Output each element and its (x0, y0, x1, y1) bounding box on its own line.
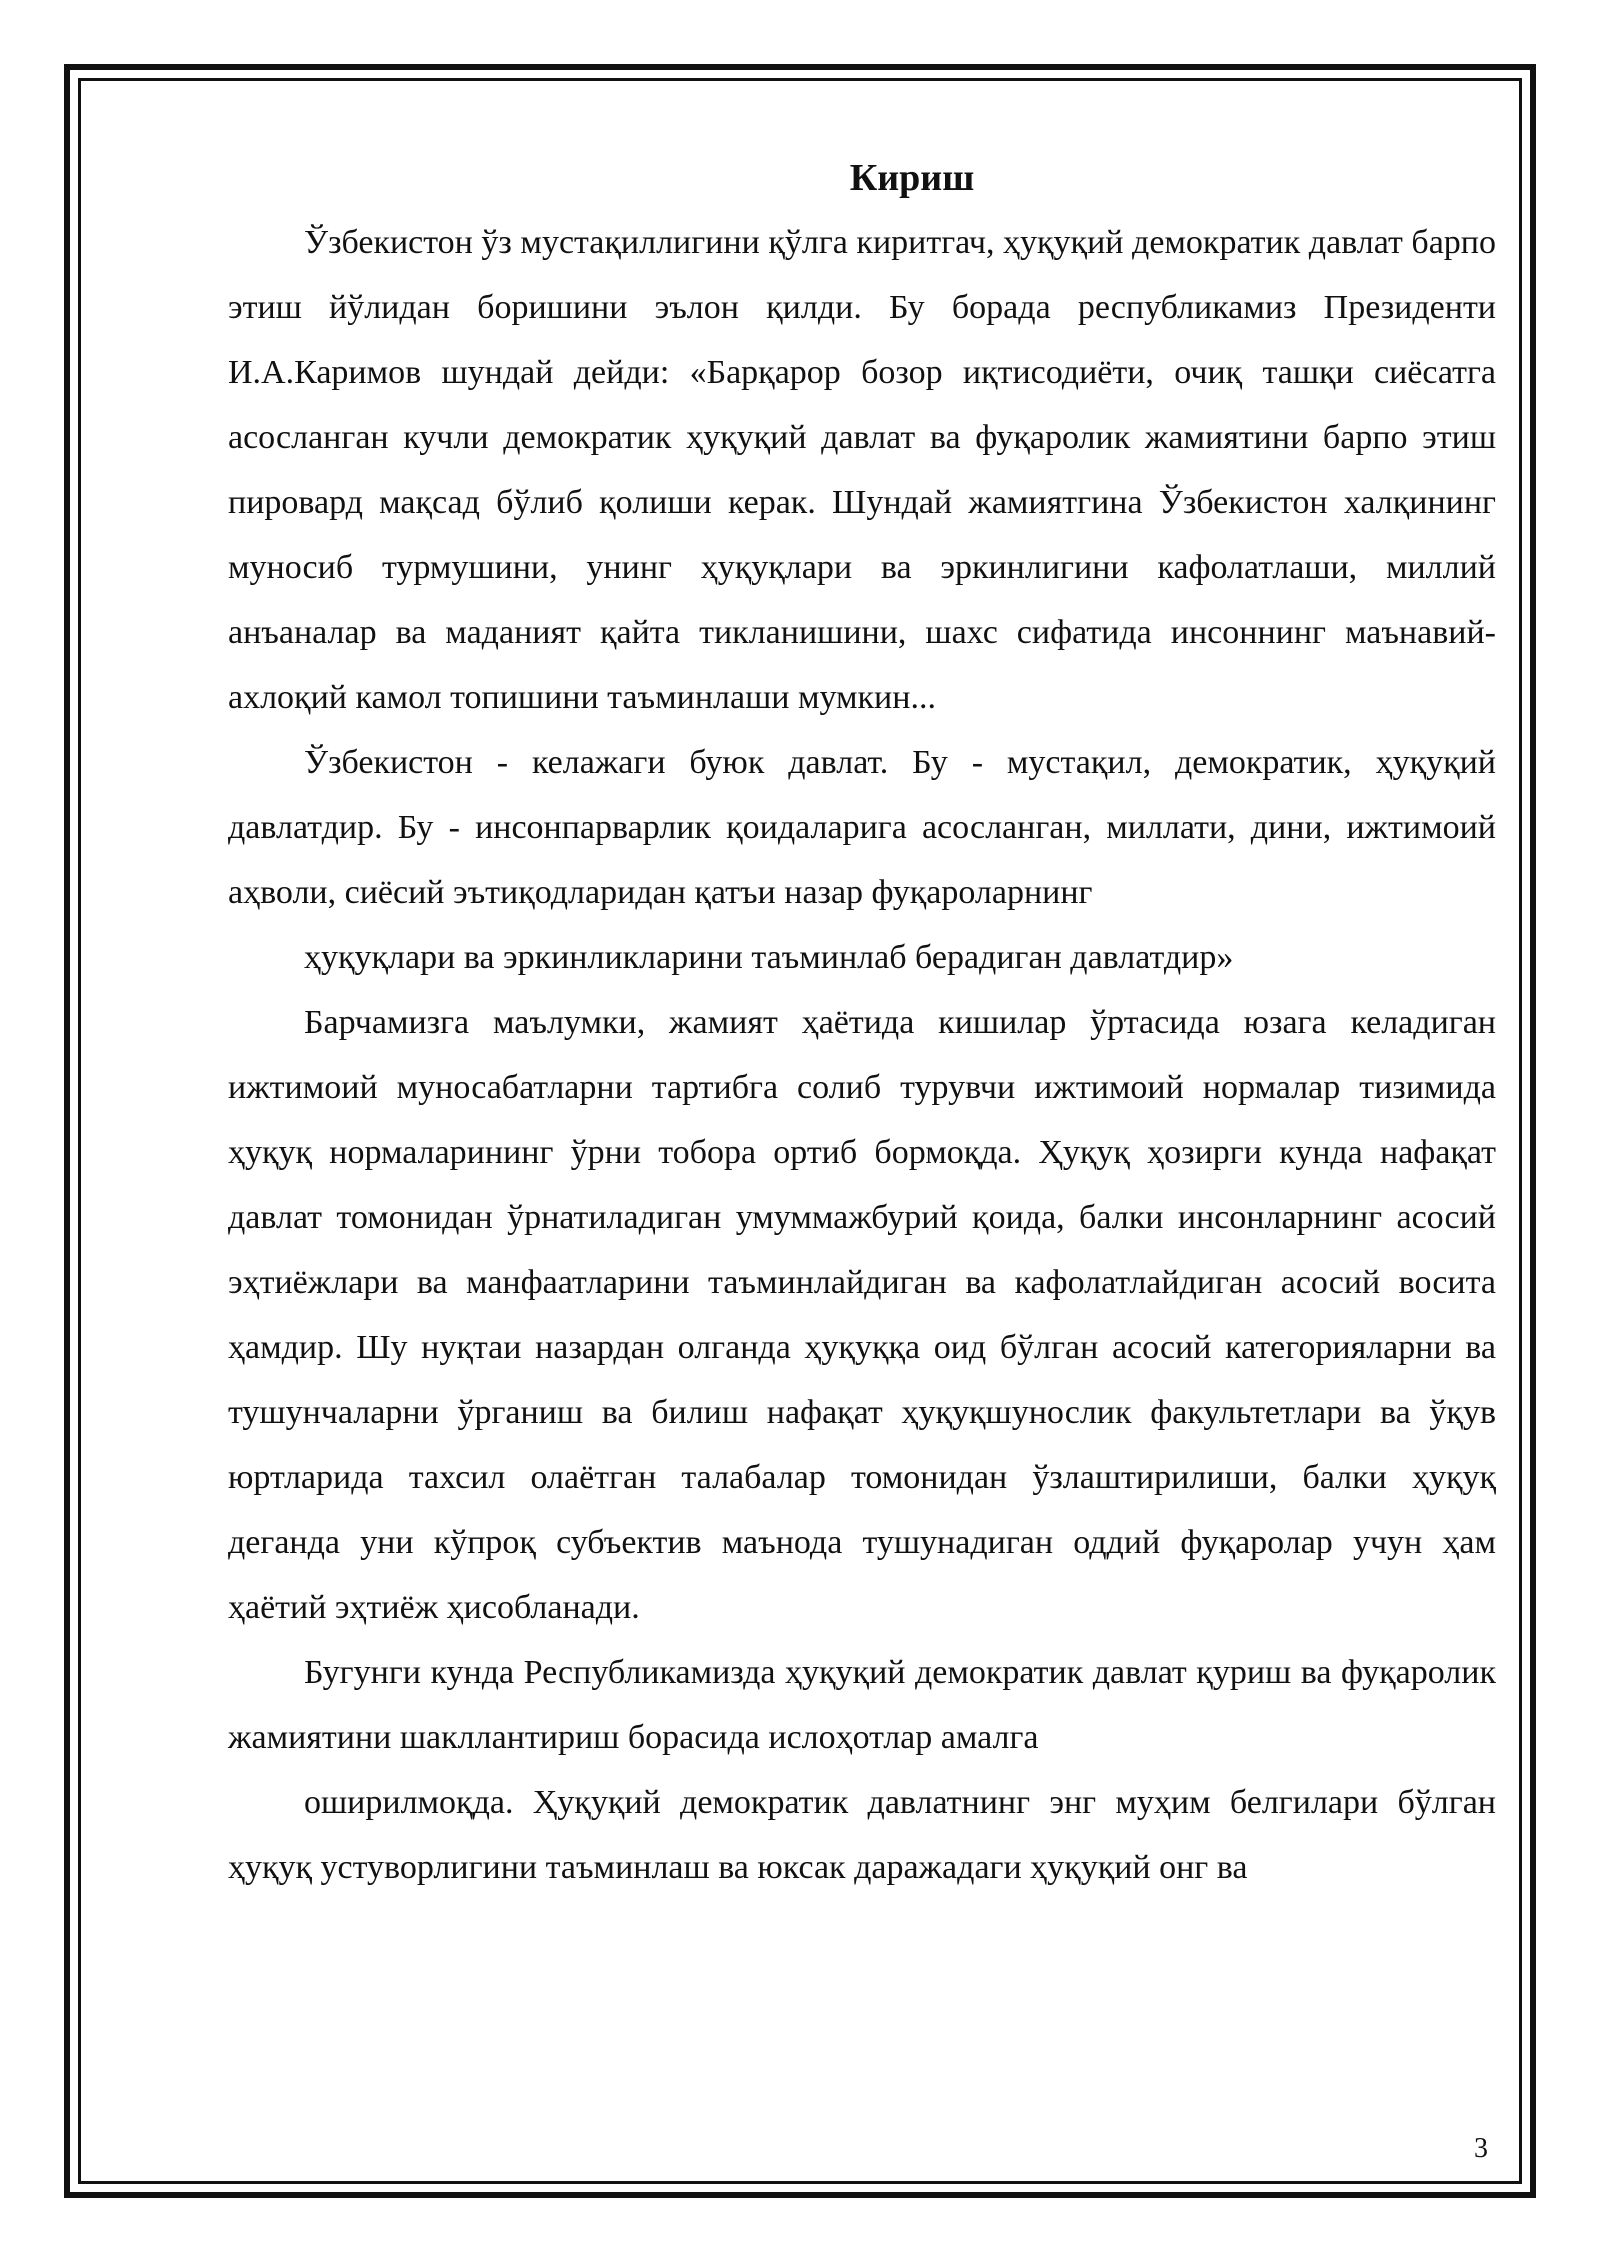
document-body (228, 146, 1496, 1900)
paragraph-legal-awareness: оширилмоқда. Ҳуқуқий демократик давлатнинг энг муҳим белгилари бўлган ҳуқуқ устуворлигини таъминлаш ва юксак даражадаги ҳуқуқий онг ва (228, 1784, 1496, 1886)
paragraph-legal-norms: Барчамизга маълумки, жамият ҳаётида кишилар ўртасида юзага келадиган ижтимоий муносабатларни тартибга солиб турувчи ижтимоий нормалар тизимида ҳуқуқ нормаларининг ўрни тобора ортиб бормоқда. Ҳуқуқ ҳозирги кунда нафақат давлат томонидан ўрнатиладиган умуммажбурий қоида, балки инсонларнинг асосий эҳтиёжлари ва манфаатларини таъминлайдиган ва кафолатлайдиган асосий восита ҳамдир. Шу нуқтаи назардан олганда ҳуқуққа оид бўлган асосий категорияларни ва тушунчаларни ўрганиш ва билиш нафақат ҳуқуқшунослик факультетлари ва ўқув юртларида тахсил олаётган талабалар томонидан ўзлаштирилиши, балки ҳуқуқ деганда уни кўпроқ субъектив маънода тушунадиган оддий фуқаролар учун ҳам ҳаётий эҳтиёж ҳисобланади. (228, 1004, 1496, 1626)
paragraph-uzbekistan-future: Ўзбекистон - келажаги буюк давлат. Бу - мустақил, демократик, ҳуқуқий давлатдир. Бу - инсонпарварлик қоидаларига асосланган, миллати, дини, ижтимоий аҳволи, сиёсий эътиқодларидан қатъи назар фуқароларнинг (228, 744, 1496, 911)
paragraph-reforms: Бугунги кунда Республикамизда ҳуқуқий демократик давлат қуриш ва фуқаролик жамиятини шакллантириш борасида ислоҳотлар амалга (228, 1654, 1496, 1756)
paragraph-introduction: Ўзбекистон ўз мустақиллигини қўлга киритгач, ҳуқуқий демократик давлат барпо этиш йўлидан боришини эълон қилди. Бу борада республикамиз Президенти И.А.Каримов шундай дейди: «Барқарор бозор иқтисодиёти, очиқ ташқи сиёсатга асосланган кучли демократик ҳуқуқий давлат ва фуқаролик жамиятини барпо этиш пировард мақсад бўлиб қолиши керак. Шундай жамиятгина Ўзбекистон халқининг муносиб турмушини, унинг ҳуқуқлари ва эркинлигини кафолатлаши, миллий анъаналар ва маданият қайта тикланишини, шахс сифатида инсоннинг маънавий-ахлоқий камол топишини таъминлаши мумкин... (228, 224, 1496, 716)
paragraph-rights-freedoms: ҳуқуқлари ва эркинликларини таъминлаб берадиган давлатдир» (304, 939, 1234, 976)
page-number: 3 (1474, 2133, 1488, 2164)
document-title: Кириш (849, 157, 975, 199)
